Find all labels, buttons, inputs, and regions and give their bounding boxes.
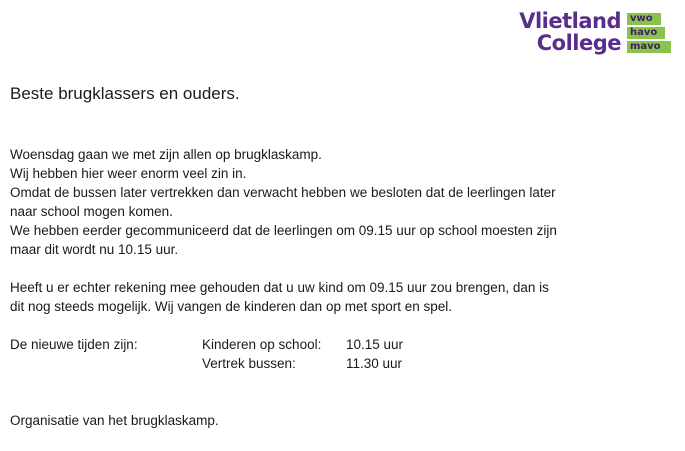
body-line: dit nog steeds mogelijk. Wij vangen de kinderen dan op met sport en spel. <box>10 299 453 314</box>
paragraph-gap <box>10 373 620 411</box>
body-line: Omdat de bussen later vertrekken dan verwacht hebben we besloten dat de leerlingen later <box>10 185 556 200</box>
body-line: naar school mogen komen. <box>10 204 173 219</box>
times-item-value: 10.15 uur <box>346 337 404 352</box>
paragraph-gap <box>10 259 620 278</box>
logo-wordmark <box>515 10 621 54</box>
times-item-value: 11.30 uur <box>346 356 403 371</box>
times-item-label: Vertrek bussen: <box>202 356 296 371</box>
logo-tag-mavo: mavo <box>627 41 671 53</box>
times-item-label: Kinderen op school: <box>202 337 322 352</box>
greeting-heading: Beste brugklassers en ouders. <box>10 84 240 103</box>
body-line: maar dit wordt nu 10.15 uur. <box>10 242 179 257</box>
logo-tag-vwo: vwo <box>627 13 661 25</box>
times-label: De nieuwe tijden zijn: <box>10 337 138 352</box>
body-line: Heeft u er echter rekening mee gehouden dat u uw kind om 09.15 uur zou brengen, dan is <box>10 280 549 295</box>
body-line: We hebben eerder gecommuniceerd dat de leerlingen om 09.15 uur op school moesten zijn <box>10 223 557 238</box>
paragraph-gap <box>10 316 620 335</box>
body-line: Wij hebben hier weer enorm veel zin in. <box>10 166 247 181</box>
letter-body <box>10 145 620 430</box>
body-line: Woensdag gaan we met zijn allen op brugklaskamp. <box>10 147 322 162</box>
logo-name-line1: Vlietland <box>519 9 621 33</box>
logo-tag-havo: havo <box>627 27 665 39</box>
logo-level-tags <box>627 13 673 55</box>
times-row <box>10 354 620 373</box>
logo-name-line2: College <box>536 31 621 55</box>
signature-line: Organisatie van het brugklaskamp. <box>10 413 219 428</box>
times-row <box>10 335 620 354</box>
school-logo <box>515 10 675 58</box>
